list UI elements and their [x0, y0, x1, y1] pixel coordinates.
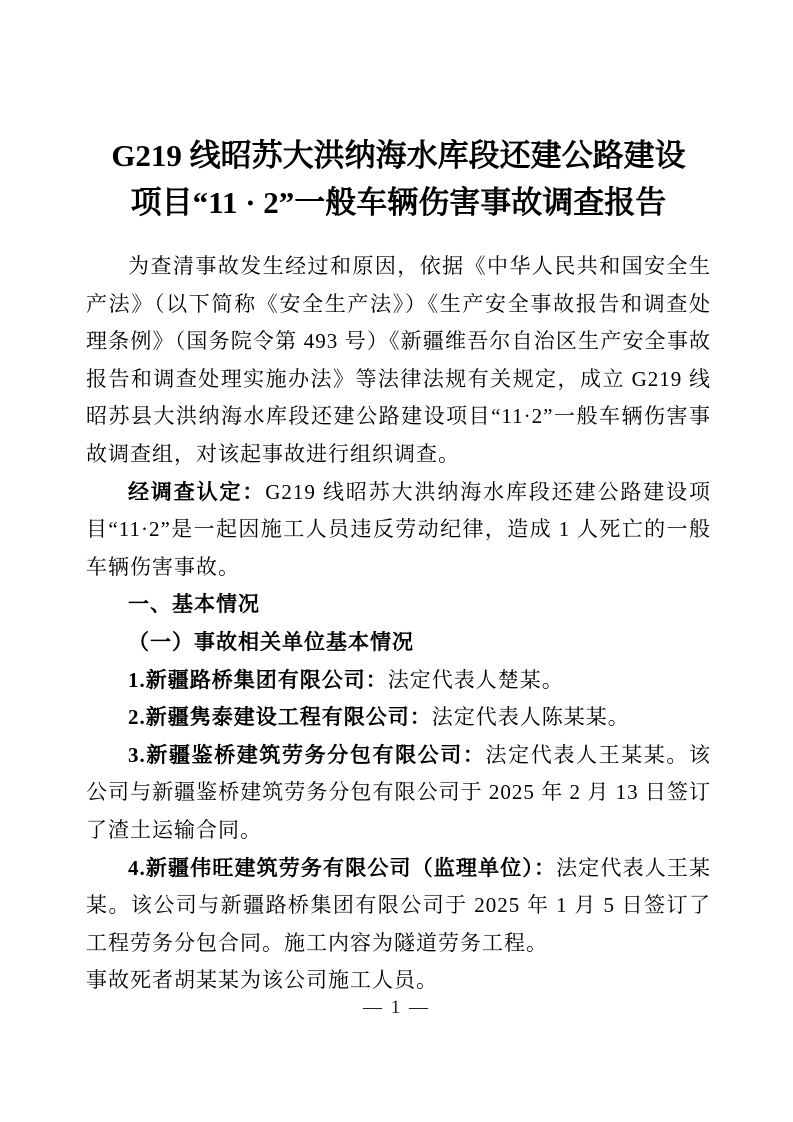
unit-2-name: 2.新疆隽泰建设工程有限公司： — [128, 705, 432, 730]
intro-paragraph: 为查清事故发生经过和原因，依据《中华人民共和国安全生产法》（以下简称《安全生产法》）《生产安全事故报告和调查处理条例》（国务院令第 493 号）《新疆维吾尔自治区生产安全事故报告和调查处理实施办法》等法律法规有关规定，成立 G219 线昭苏县大洪纳海水库段还建公路建设项目“11·2”一般车辆伤害事故调查组，对该起事故进行组织调查。 — [86, 254, 711, 466]
unit-paragraph-4 — [86, 850, 711, 963]
victim-note: 事故死者胡某某为该公司施工人员。 — [86, 968, 438, 993]
finding-lead: 经调查认定： — [128, 479, 266, 504]
unit-3-detail: 法定代表人王某某。该公司与新疆鉴桥建筑劳务分包有限公司于 2025 年 2 月 13 日签订了渣土运输合同。 — [86, 742, 712, 842]
title-line-1: G219 线昭苏大洪纳海水库段还建公路建设 — [111, 138, 686, 173]
finding-body: G219 线昭苏大洪纳海水库段还建公路建设项目“11·2”是一起因施工人员违反劳动纪律，造成 1 人死亡的一般车辆伤害事故。 — [86, 479, 712, 579]
finding-paragraph — [86, 474, 711, 587]
section-subheading: （一）事故相关单位基本情况 — [128, 629, 414, 654]
document-title — [86, 132, 711, 226]
unit-1-name: 1.新疆路桥集团有限公司： — [128, 667, 388, 692]
unit-4-name: 4.新疆伟旺建筑劳务有限公司（监理单位）： — [128, 855, 557, 880]
unit-paragraph-3 — [86, 737, 711, 850]
title-line-2: 项目“11 · 2”一般车辆伤害事故调查报告 — [130, 185, 667, 220]
section-heading: 一、基本情况 — [128, 593, 260, 617]
unit-2-detail: 法定代表人陈某某。 — [431, 705, 630, 730]
document-page — [86, 132, 711, 1000]
unit-1-detail: 法定代表人楚某。 — [387, 667, 564, 692]
unit-paragraph-2 — [86, 699, 711, 737]
page-number: — 1 — — [363, 997, 430, 1018]
unit-paragraph-1 — [86, 662, 711, 700]
unit-3-name: 3.新疆鉴桥建筑劳务分包有限公司： — [128, 742, 486, 767]
page-footer — [0, 997, 793, 1019]
unit-4-detail: 法定代表人王某某。该公司与新疆路桥集团有限公司于 2025 年 1 月 5 日签订了工程劳务分包合同。施工内容为隧道劳务工程。 — [86, 855, 712, 955]
